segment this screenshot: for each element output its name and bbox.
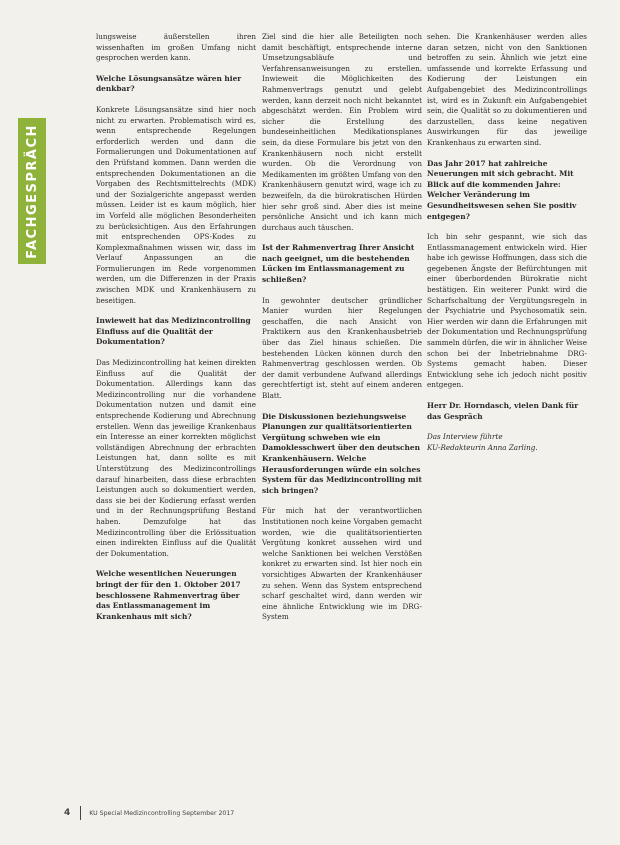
article-column-2	[262, 32, 422, 633]
paragraph: Das Medizincontrolling hat keinen direkten Einfluss auf die Qualität der Dokumentation. Allerdings kann das Medizincontrolling nur die vorhandene Dokumentation nutzen und damit eine entsprechende Kodierung und Abrechnung erstellen. Wenn das jeweilige Krankenhaus ein Interesse an einer korrekten möglichst vollständigen Abrechnung der erbrachten Leistungen hat, dann sollte es mit Unterstützung des Medizincontrollings darauf hinarbeiten, dass diese erbrachten Leistungen auch so dokumentiert werden, dass sie bei der Kodierung erfasst werden und in der Rechnungsprüfung Bestand haben. Demzufolge hat das Medizincontrolling über die Erlössituation einen indirekten Einfluss auf die Qualität der Dokumentation.	[96, 358, 256, 558]
paragraph: Ziel sind die hier alle Beteiligten noch damit beschäftigt, entsprechende interne Umsetzungsabläufe und Verfahrensanweisungen zu erstellen. Inwieweit die Möglichkeiten des Rahmenvertrags genutzt und gelebt werden, kann derzeit noch nicht bekanntet abgeschätzt werden. Ein Problem wird sicher die Erstellung des bundeseinheitlichen Medikationsplanes sein, da diese Formulare bis jetzt von den Krankenhäusern noch nicht erstellt wurden. Ob die Verordnung von Medikamenten im größten Umfang von den Krankenhäusern genutzt wird, wage ich zu bezweifeln, da die bürokratischen Hürden hier sehr groß sind. Aber dies ist meine persönliche Ansicht und ich kann mich durchaus auch täuschen.	[262, 32, 422, 232]
closing-thanks: Herr Dr. Horndasch, vielen Dank für das Gespräch	[427, 401, 579, 421]
interview-question: Welche wesentlichen Neuerungen bringt der für den 1. Oktober 2017 beschlossene Rahmenvertrag über das Entlassmanagement im Krankenhaus mit sich?	[96, 569, 241, 621]
paragraph: Für mich hat der verantwortlichen Institutionen noch keine Vorgaben gemacht worden, wie die qualitätsorientierten Vergütung konkret aussehen wird und welche Sanktionen bei welchen Verstößen konkret zu erwarten sind. Ist hier noch ein vorsichtiges Abwarten der Krankenhäuser zu sehen. Wenn das System entsprechend scharf geschaltet wird, dann werden wir eine ähnliche Entwicklung wie im DRG-System	[262, 506, 422, 622]
paragraph: lungsweise äußerstellen ihren wissenhaften im großen Umfang nicht gesprochen werden kann.	[96, 32, 256, 63]
page-footer	[64, 806, 244, 820]
paragraph: Ich bin sehr gespannt, wie sich das Entlassmanagement entwickeln wird. Hier habe ich gewisse Hoffnungen, dass sich die gegebenen Ängste der Befürchtungen mit einer überbordenden Bürokratie nicht bestätigen. Ein weiterer Punkt wird die Scharfschaltung der Vergütungsregeln in der Psychiatrie und Psychosomatik sein. Hier werden wir dann die Erfahrungen mit der Dokumentation und Rechnungsprüfung sammeln dürfen, die wir in ähnlicher Weise schon bei der Inbetriebnahme DRG-Systems gemacht haben. Dieser Entwicklung sehe ich jedoch nicht positiv entgegen.	[427, 232, 587, 390]
article-column-1	[96, 32, 256, 632]
interview-credit-line-2: KU-Redakteurin Anna Zarling.	[427, 442, 538, 452]
publication-name: KU Special Medizincontrolling September 2017	[89, 809, 235, 817]
paragraph: Konkrete Lösungsansätze sind hier noch nicht zu erwarten. Problematisch wird es, wenn entsprechende Regelungen erforderlich werden und dann die Formalierungen und Dokumentationen auf den Prüfstand kommen. Dann werden die entsprechenden Dokumentationen an die Vorgaben des Rechtsmittelrechts (MDK) und der Sozialgerichte angepasst werden müssen. Leider ist es kaum möglich, hier im Vorfeld alle möglichen Besonderheiten zu berücksichtigen. Aus den Erfahrungen mit entsprechenden OPS-Kodes zu Komplexmaßnahmen wissen wir, dass im Verlauf Anpassungen an die Formulierungen im Rede vorgenommen werden, um die Differenzen in der Praxis zwischen MDK und Krankenhäusern zu beseitigen.	[96, 104, 256, 305]
footer-divider	[80, 806, 81, 820]
interview-question: Das Jahr 2017 hat zahlreiche Neuerungen mit sich gebracht. Mit Blick auf die kommenden Jahre: Welcher Veränderung im Gesundheitswesen sehen Sie positiv entgegen?	[427, 158, 577, 221]
section-label: FACHGESPRÄCH	[24, 123, 40, 259]
paragraph: sehen. Die Krankenhäuser werden alles daran setzen, nicht von den Sanktionen betroffen zu sein. Ähnlich wie jetzt eine umfassende und korrekte Erfassung und Kodierung der Leistungen ein Aufgabengebiet des Medizincontrollings ist, wird es in Zukunft ein Aufgabengebiet sein, die Qualität so zu dokumentieren und darzustellen, dass keine negativen Auswirkungen für das jeweilige Krankenhaus zu erwarten sind.	[427, 32, 587, 147]
interview-credit-line-1: Das Interview führte	[427, 432, 503, 442]
article-column-3	[427, 32, 587, 453]
interview-question: Welche Lösungsansätze wären hier denkbar?	[96, 73, 242, 94]
interview-question: Ist der Rahmenvertrag Ihrer Ansicht nach geeignet, um die bestehenden Lücken im Entlassmanagement zu schließen?	[262, 243, 415, 285]
interview-question: Inwieweit hat das Medizincontrolling Einfluss auf die Qualität der Dokumentation?	[96, 316, 251, 347]
page-number: 4	[64, 808, 71, 818]
paragraph: In gewohnter deutscher gründlicher Manier wurden hier Regelungen geschaffen, die nach Ansicht von Praktikern aus den Krankenhausbetrieb über das Ziel hinaus schießen. Die bestehenden Lücken können durch den Rahmenvertrag geschlossen werden. Ob der damit verbundene Aufwand allerdings gerechtfertigt ist, steht auf einem anderen Blatt.	[262, 295, 422, 400]
interview-question: Die Diskussionen beziehungsweise Planungen zur qualitätsorientierten Vergütung schweben wie ein Damoklesschwert über den deutschen Krankenhäusern. Welche Herausforderungen würde ein solches System für das Medizincontrolling mit sich bringen?	[262, 411, 422, 495]
section-label-tab	[18, 118, 46, 264]
